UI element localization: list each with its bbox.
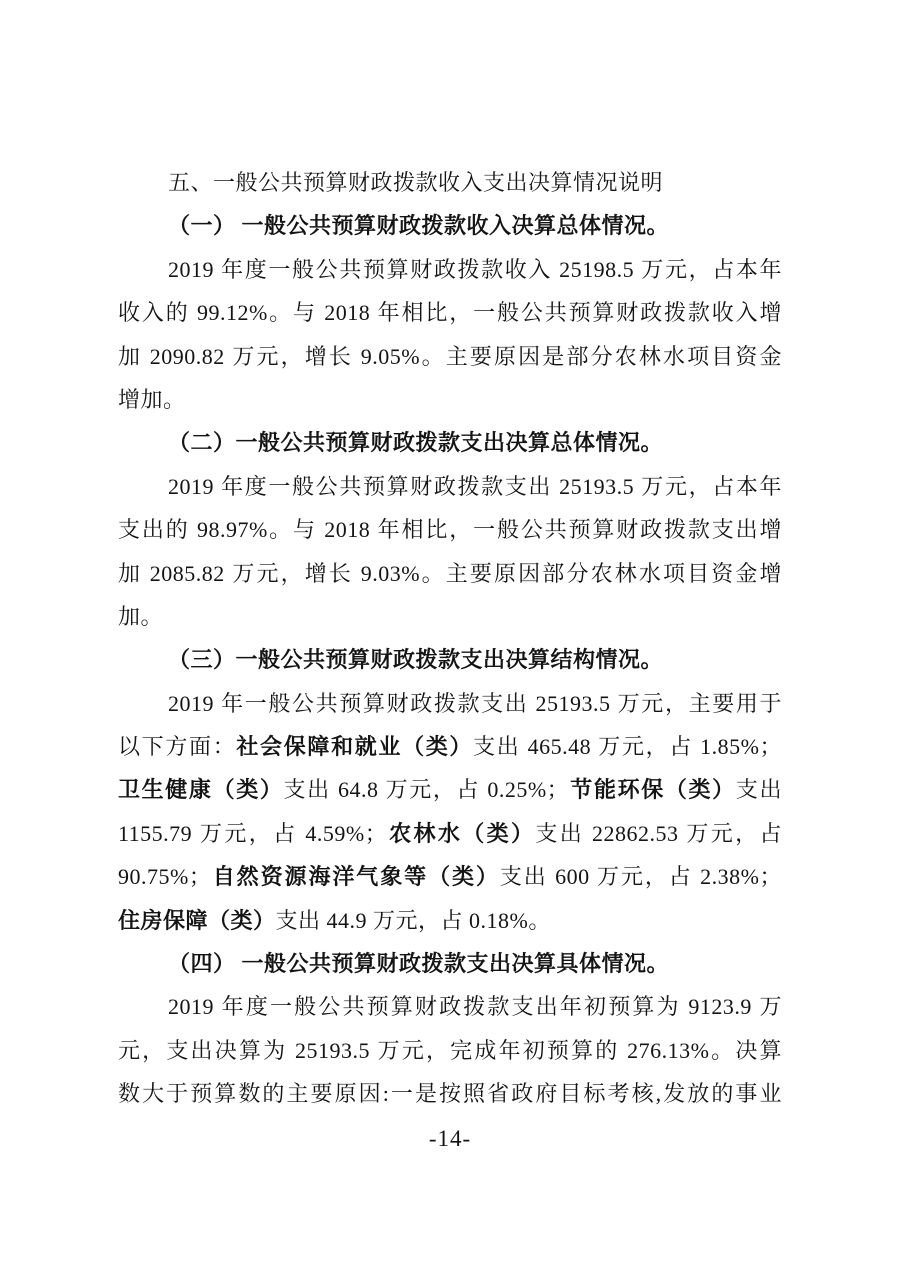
document-line bbox=[118, 725, 782, 768]
document-line bbox=[118, 508, 782, 551]
bold-text-run: 卫生健康（类） bbox=[118, 777, 284, 803]
document-line bbox=[118, 161, 782, 204]
text-run: 加。 bbox=[118, 603, 164, 629]
document-line bbox=[118, 682, 782, 725]
bold-text-run: 社会保障和就业（类） bbox=[236, 734, 474, 760]
text-run: 增加。 bbox=[118, 386, 186, 412]
text-run: 2019 年一般公共预算财政拨款支出 25193.5 万元，主要用于 bbox=[168, 690, 782, 716]
text-run: 数大于预算数的主要原因:一是按照省政府目标考核,发放的事业 bbox=[118, 1081, 782, 1107]
bold-text-run: （三）一般公共预算财政拨款支出决算结构情况。 bbox=[168, 647, 664, 673]
text-run: 90.75%； bbox=[118, 864, 212, 890]
document-line bbox=[118, 421, 782, 464]
document-line bbox=[118, 204, 782, 247]
text-run: 支出 64.8 万元，占 0.25%； bbox=[283, 777, 570, 803]
bold-text-run: （一） 一般公共预算财政拨款收入决算总体情况。 bbox=[168, 213, 670, 239]
document-line bbox=[118, 552, 782, 595]
document-line bbox=[118, 812, 782, 855]
text-run: 加 2090.82 万元，增长 9.05%。主要原因是部分农林水项目资金 bbox=[118, 343, 782, 369]
text-run: 收入的 99.12%。与 2018 年相比，一般公共预算财政拨款收入增 bbox=[118, 300, 782, 326]
page-number: -14- bbox=[428, 1126, 472, 1151]
document-line bbox=[118, 465, 782, 508]
text-run: 2019 年度一般公共预算财政拨款收入 25198.5 万元，占本年 bbox=[168, 256, 782, 282]
document-line bbox=[118, 335, 782, 378]
document-line bbox=[118, 1072, 782, 1115]
bold-text-run: 节能环保（类） bbox=[569, 777, 736, 803]
document-line bbox=[118, 899, 782, 942]
document-line bbox=[118, 248, 782, 291]
bold-text-run: （四） 一般公共预算财政拨款支出决算具体情况。 bbox=[168, 951, 670, 977]
document-line bbox=[118, 855, 782, 898]
text-run: 元，支出决算为 25193.5 万元，完成年初预算的 276.13%。决算 bbox=[118, 1037, 782, 1063]
text-run: 支出 465.48 万元，占 1.85%； bbox=[473, 734, 782, 760]
text-run: 2019 年度一般公共预算财政拨款支出 25193.5 万元，占本年 bbox=[168, 473, 782, 499]
document-body bbox=[118, 161, 782, 1116]
text-run: 支出 600 万元，占 2.38%； bbox=[499, 864, 782, 890]
text-run: 2019 年度一般公共预算财政拨款支出年初预算为 9123.9 万 bbox=[168, 994, 782, 1020]
text-run: 支出的 98.97%。与 2018 年相比，一般公共预算财政拨款支出增 bbox=[118, 517, 782, 543]
bold-text-run: 自然资源海洋气象等（类） bbox=[211, 864, 500, 890]
document-line bbox=[118, 595, 782, 638]
document-line bbox=[118, 985, 782, 1028]
text-run: 支出 bbox=[735, 777, 782, 803]
bold-text-run: 住房保障（类） bbox=[118, 907, 276, 933]
text-run: 加 2085.82 万元，增长 9.03%。主要原因部分农林水项目资金增 bbox=[118, 560, 782, 586]
text-run: 支出 44.9 万元，占 0.18%。 bbox=[275, 907, 551, 933]
text-run: 1155.79 万元，占 4.59%； bbox=[118, 820, 388, 846]
text-run: 以下方面： bbox=[118, 734, 237, 760]
text-run: 五、一般公共预算财政拨款收入支出决算情况说明 bbox=[168, 170, 664, 195]
document-line bbox=[118, 291, 782, 334]
bold-text-run: （二）一般公共预算财政拨款支出决算总体情况。 bbox=[168, 430, 664, 456]
text-run: 支出 22862.53 万元，占 bbox=[535, 820, 782, 846]
document-line bbox=[118, 768, 782, 811]
document-line bbox=[118, 638, 782, 681]
document-line bbox=[118, 1029, 782, 1072]
document-line bbox=[118, 378, 782, 421]
document-line bbox=[118, 942, 782, 985]
bold-text-run: 农林水（类） bbox=[387, 820, 536, 846]
